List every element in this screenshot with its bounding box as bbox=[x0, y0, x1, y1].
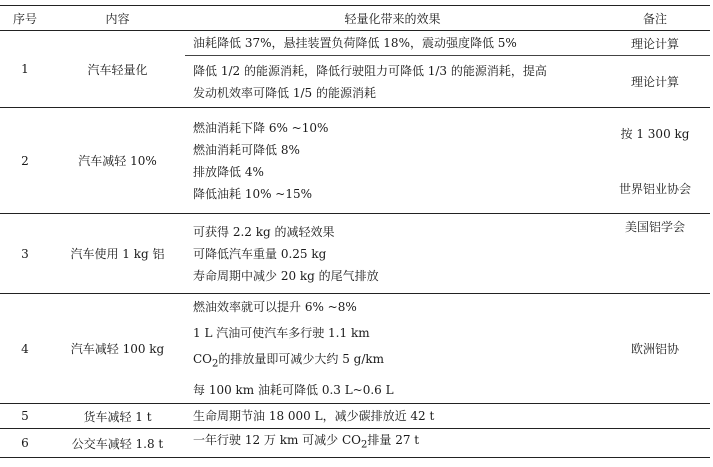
table-row bbox=[0, 31, 710, 56]
co2-text: CO bbox=[193, 352, 213, 366]
effect-text bbox=[185, 56, 600, 108]
effect-line: 1 L 汽油可使汽车多行驶 1.1 km bbox=[193, 326, 370, 340]
subscript-2: 2 bbox=[361, 439, 368, 451]
effect-line: 燃油消耗下降 6% ~10% bbox=[193, 120, 329, 135]
row-item: 汽车减轻 10% bbox=[78, 154, 157, 168]
row-item: 公交车减轻 1.8 t bbox=[71, 436, 164, 451]
effect-line: 每 100 km 油耗可降低 0.3 L~0.6 L bbox=[193, 383, 394, 398]
effect-text bbox=[185, 108, 600, 214]
row-note bbox=[600, 108, 710, 214]
header-item: 内容 bbox=[105, 11, 130, 26]
bus-effect-tail: 排量 27 t bbox=[367, 433, 420, 448]
header-no: 序号 bbox=[12, 11, 37, 26]
row-number: 5 bbox=[21, 409, 29, 424]
row-item: 汽车使用 1 kg 铝 bbox=[70, 247, 165, 261]
effect-line: 降低油耗 10% ~15% bbox=[193, 186, 313, 201]
header-note: 备注 bbox=[642, 11, 667, 26]
effect-line: 燃油消耗可降低 8% bbox=[193, 142, 300, 157]
row-note: 理论计算 bbox=[630, 75, 679, 89]
effect-line: 降低 1/2 的能源消耗，降低行驶阻力可降低 1/3 的能源消耗，提高 bbox=[193, 63, 547, 78]
row-note bbox=[600, 404, 710, 429]
effect-text: 油耗降低 37%，悬挂装置负荷降低 18%，震动强度降低 5% bbox=[193, 36, 517, 50]
row-note bbox=[600, 429, 710, 457]
row-number: 4 bbox=[21, 341, 29, 356]
bus-effect-text: 一年行驶 12 万 km 可减少 CO bbox=[193, 433, 362, 448]
effect-line: 排放降低 4% bbox=[193, 164, 264, 179]
effect-text bbox=[185, 214, 600, 294]
row-number: 2 bbox=[21, 153, 29, 168]
row-note: 美国铝学会 bbox=[624, 220, 685, 234]
note-line: 世界铝业协会 bbox=[618, 181, 691, 196]
effect-line: 燃油效率就可以提升 6% ~8% bbox=[193, 300, 357, 314]
table-row bbox=[0, 294, 710, 404]
lightweight-effects-table bbox=[0, 5, 710, 458]
effect-line: 可降低汽车重量 0.25 kg bbox=[193, 246, 327, 261]
row-note: 欧洲铝协 bbox=[630, 342, 679, 357]
table-row bbox=[0, 404, 710, 429]
effect-line bbox=[193, 346, 600, 377]
effect-line: 发动机效率可降低 1/5 的能源消耗 bbox=[193, 85, 376, 100]
row-note: 理论计算 bbox=[630, 36, 679, 51]
row-item: 汽车轻量化 bbox=[87, 62, 148, 77]
table-row bbox=[0, 429, 710, 457]
header-row bbox=[0, 6, 710, 31]
note-line: 按 1 300 kg bbox=[620, 126, 690, 141]
table-row bbox=[0, 108, 710, 214]
effect-line: 可获得 2.2 kg 的减轻效果 bbox=[193, 224, 335, 239]
header-effect: 轻量化带来的效果 bbox=[344, 11, 441, 26]
row-number: 3 bbox=[21, 246, 29, 261]
emission-text: 的排放量即可减少大约 5 g/km bbox=[218, 352, 385, 366]
table-row bbox=[0, 214, 710, 294]
row-number: 6 bbox=[21, 436, 29, 451]
effect-text: 生命周期节油 18 000 L，减少碳排放近 42 t bbox=[193, 409, 435, 424]
row-item: 货车减轻 1 t bbox=[83, 409, 152, 424]
row-number: 1 bbox=[21, 62, 29, 76]
effect-text bbox=[185, 429, 600, 457]
subscript-2: 2 bbox=[212, 358, 219, 370]
effect-text bbox=[185, 294, 600, 404]
effect-line: 寿命周期中减少 20 kg 的尾气排放 bbox=[193, 268, 379, 283]
row-item: 汽车减轻 100 kg bbox=[70, 342, 165, 357]
